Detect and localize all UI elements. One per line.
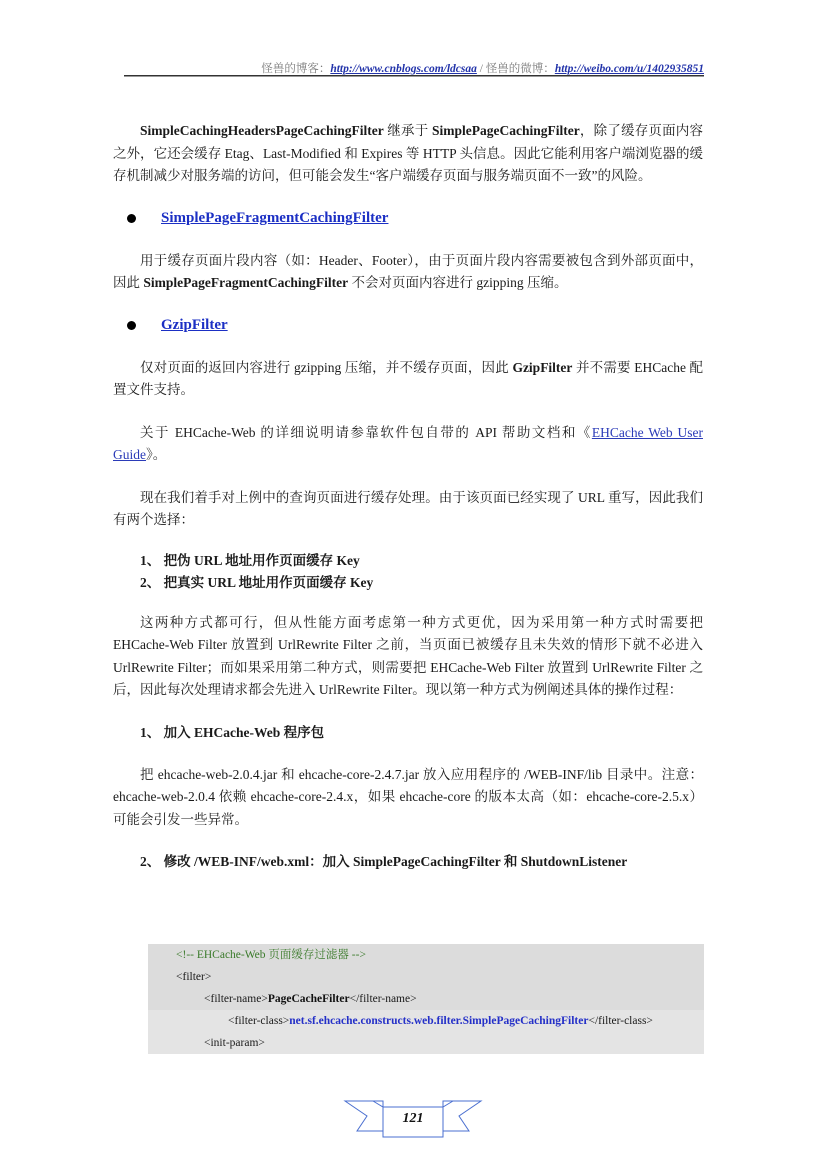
text: 》。 <box>146 447 167 462</box>
gzip-filter-link[interactable]: GzipFilter <box>161 317 228 334</box>
text: 继承于 <box>383 123 432 138</box>
class-name: SimplePageCachingFilter <box>431 123 580 138</box>
step-2-title: 2、 修改 /WEB-INF/web.xml：加入 SimplePageCachingFilter 和 ShutdownListener <box>140 854 628 869</box>
code-tag: </filter-name> <box>349 993 417 1005</box>
text: 用于缓存页面片段内容（如：Header、Footer），由于页面片段内容需要被包含到外部页面中，因此 <box>113 252 703 290</box>
code-tag: <filter> <box>176 971 212 983</box>
text: ，除了缓存页面内容之外，它还会缓存 Etag、Last-Modified 和 Expires 等 HTTP 头信息。因此它能利用客户端浏览器的缓存机制减少对服务端的访问，但可能会发生“客户端缓存页面与服务端页面不一致”的风险。 <box>113 123 704 183</box>
text: 不会对页面内容进行 gzipping 压缩。 <box>348 275 568 290</box>
text: 仅对页面的返回内容进行 gzipping 压缩，并不缓存页面，因此 <box>140 359 513 375</box>
page-header <box>124 60 704 76</box>
step-1-title: 1、 加入 EHCache-Web 程序包 <box>140 724 325 740</box>
paragraph-headers-filter <box>113 120 703 188</box>
code-tag: <filter-class> <box>228 1015 290 1027</box>
page-number: 121 <box>402 1111 424 1126</box>
bullet-icon <box>127 214 136 223</box>
text: 关于 EHCache-Web 的详细说明请参靠软件包自带的 API 帮助文档和《 <box>140 424 592 440</box>
code-block <box>148 944 704 1054</box>
choice-1: 1、 把伪 URL 地址用作页面缓存 Key <box>140 552 360 568</box>
code-comment: <!-- EHCache-Web 页面缓存过滤器 --> <box>176 949 366 961</box>
class-name: SimplePageFragmentCachingFilter <box>143 275 349 290</box>
code-tag: <init-param> <box>204 1037 265 1049</box>
blog-label: 怪兽的博客： <box>261 63 331 75</box>
paragraph-gzip-filter <box>113 357 703 402</box>
code-line <box>148 1010 704 1032</box>
paragraph-approach: 这两种方式都可行，但从性能方面考虑第一种方式更优，因为采用第一种方式时需要把 EHCache-Web Filter 放置到 UrlRewrite Filter 之前，当页面已被缓存且未失效的情形下就不必进入 UrlRewrite Filter；而如果采用第二种方式，则需要把 EHCache-Web Filter 放置到 UrlRewrite Filter 之后，因此每次处理请求都会先进入 UrlRewrite Filter。现以第一种方式为例阐述具体的操作过程： <box>113 614 703 697</box>
code-line <box>148 1032 704 1054</box>
code-value: PageCacheFilter <box>267 993 350 1005</box>
code-tag: <filter-name> <box>204 993 268 1005</box>
choice-2: 2、 把真实 URL 地址用作页面缓存 Key <box>140 574 374 590</box>
fragment-filter-link[interactable]: SimplePageFragmentCachingFilter <box>161 210 389 227</box>
document-body <box>113 120 703 873</box>
class-name: SimpleCachingHeadersPageCachingFilter <box>140 123 384 138</box>
bullet-gzip-filter <box>113 315 703 337</box>
code-line <box>148 966 704 988</box>
blog-link[interactable]: http://www.cnblogs.com/ldcsaa <box>330 63 477 75</box>
code-line <box>148 944 704 966</box>
code-value: net.sf.ehcache.constructs.web.filter.SimplePageCachingFilter <box>289 1015 589 1027</box>
code-line <box>148 988 704 1010</box>
header-divider <box>124 75 704 77</box>
weibo-label: 怪兽的微博： <box>485 63 555 75</box>
header-separator: / <box>476 63 486 75</box>
weibo-link[interactable]: http://weibo.com/u/1402935851 <box>554 63 704 75</box>
bullet-icon <box>127 321 136 330</box>
bullet-fragment-filter <box>113 208 703 230</box>
paragraph-user-guide <box>113 422 703 467</box>
code-tag: </filter-class> <box>588 1015 653 1027</box>
user-guide-link[interactable]: EHCache Web User Guide <box>113 424 703 462</box>
text: 并不需要 EHCache 配置文件支持。 <box>113 359 703 397</box>
class-name: GzipFilter <box>512 359 573 375</box>
paragraph-fragment-filter <box>113 250 703 295</box>
paragraph-choices-intro: 现在我们着手对上例中的查询页面进行缓存处理。由于该页面已经实现了 URL 重写，因此我们有两个选择： <box>113 489 703 527</box>
paragraph-jars: 把 ehcache-web-2.0.4.jar 和 ehcache-core-2.4.7.jar 放入应用程序的 /WEB-INF/lib 目录中。注意：ehcache-web-2.0.4 依赖 ehcache-core-2.4.x，如果 ehcache-core 的版本太高（如：ehcache-core-2.5.x）可能会引发一些异常。 <box>113 766 703 827</box>
